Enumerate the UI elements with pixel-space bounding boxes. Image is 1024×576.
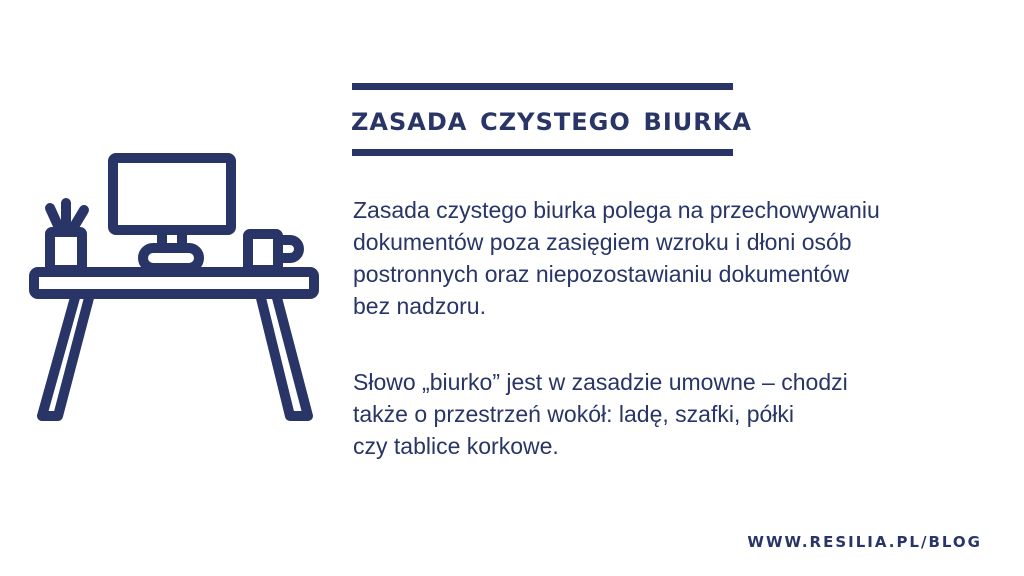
desk-with-monitor-icon [28,148,320,428]
desk-leg-left-shape [42,294,90,416]
paragraph-scope [353,366,973,462]
paragraph-line: bez nadzoru. [353,293,486,319]
pencils-shape [50,203,84,230]
footer-website-url: WWW.RESILIA.PL/BLOG [747,533,982,551]
monitor-base-shape [143,248,199,268]
paragraph-line: dokumentów poza zasięgiem wzroku i dłoni osób [353,229,852,255]
paragraph-line: także o przestrzeń wokół: ladę, szafki, półki [353,401,795,427]
title-rule-bottom [352,149,733,156]
paragraph-line: Zasada czystego biurka polega na przechowywaniu [353,197,880,223]
desk-leg-right-shape [260,294,308,416]
pencil-cup-shape [50,232,82,270]
title-rule-top [352,83,733,90]
monitor-shape [113,158,231,230]
paragraph-line: Słowo „biurko” jest w zasadzie umowne – chodzi [353,369,848,395]
paragraph-line: postronnych oraz niepozostawianiu dokumentów [353,261,850,287]
paragraph-line: czy tablice korkowe. [353,433,559,459]
paragraph-definition [353,194,973,322]
slide-title: zasada czystego biurka [351,99,752,139]
